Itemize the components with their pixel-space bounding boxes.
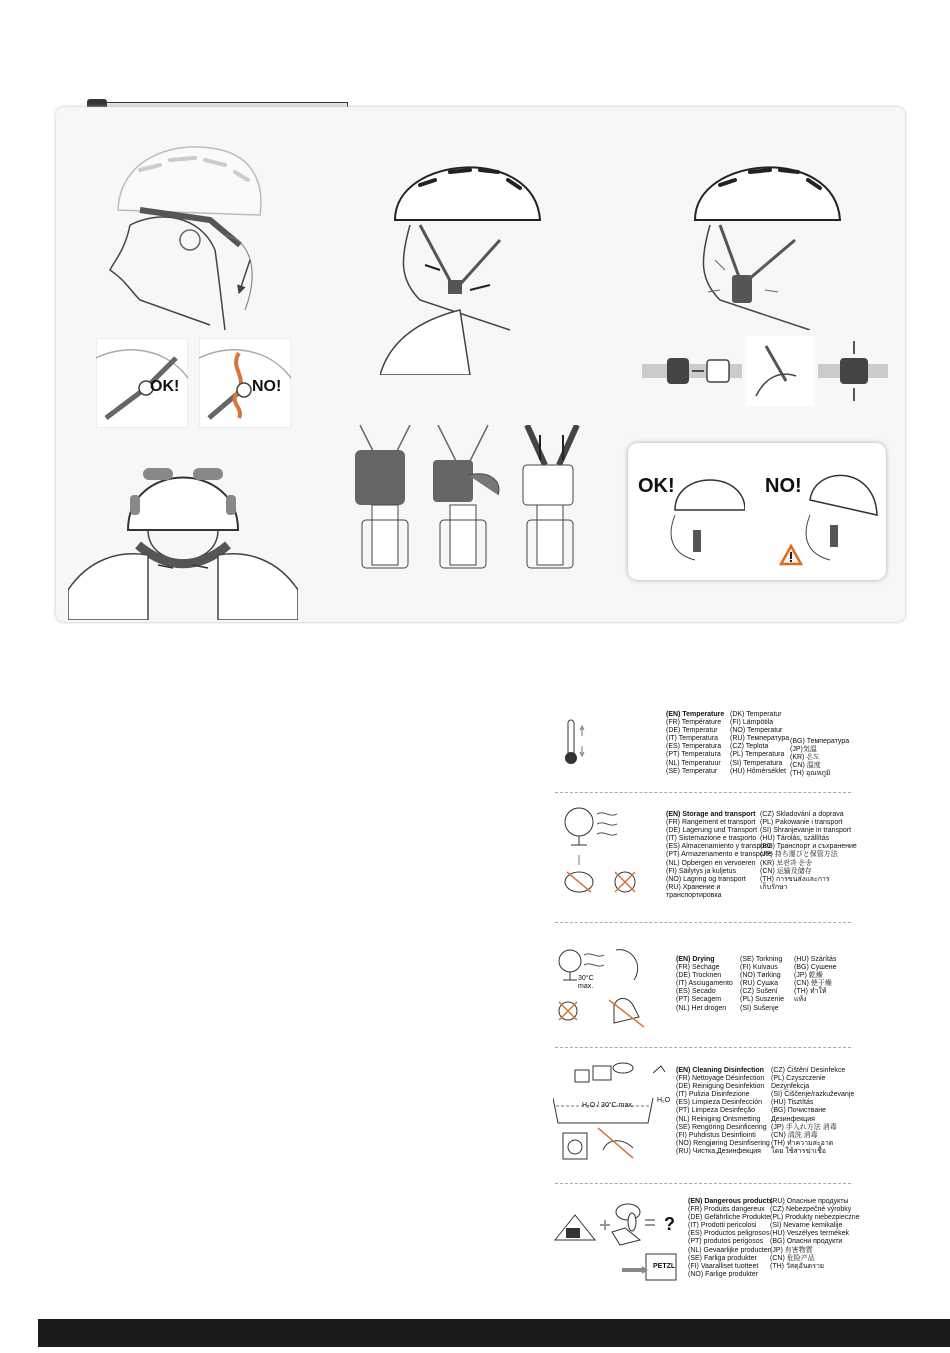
buckle-release-view: [746, 336, 814, 406]
drying-col-2: (SE) Torkning (FI) Kuivaus (NO) Tørking (RU) Сушка (CZ) Sušení (PL) Suszenie (SI) Sušenje: [740, 956, 784, 1012]
storage-col-2: (CZ) Skladování a doprava (PL) Pakowanie i transport (SI) Shranjevanje in transport (HU) Tárolás, szállítás (BG) Транспорт и съхранение (JP) 持ち運びと保管方法 (KR) 보관과 운송 (CN) 运输及储存 (TH) การขนส่งและการ เก็บรักษา: [760, 811, 857, 891]
section-divider: [555, 922, 851, 923]
petzl-box-label: PETZL: [653, 1263, 676, 1270]
buckle-open-view: [642, 336, 742, 406]
ok-position-label: OK!: [638, 475, 675, 497]
section-divider: [555, 1047, 851, 1048]
temperature-col-3: (BG) Температура (JP)気温 (KR) 온도 (CN) 温度 (TH) อุณหภูมิ: [790, 738, 850, 778]
temperature-col-2: (DK) Temperatur (FI) Lämpötila (NO) Temperatur (RU) Температура (CZ) Teplota (PL) Temperatura (SI) Temperatura (HU) Hőmérséklet: [730, 711, 790, 775]
slider-step-1: [350, 425, 420, 570]
dangerous-col-1: (EN) Dangerous products (FR) Produits dangereux (DE) Gefährliche Produkte (IT) Prodotti pericolosi (ES) Productos peligrosos (PT) produtos perigosos (NL) Gevaarlijke producten (SE) Farliga produkter (FI) Vaaralliset tuotteet (NO) Farlige produkter: [688, 1198, 773, 1278]
drying-col-3: (HU) Szárítás (BG) Сушене (JP) 乾燥 (CN) 使干燥 (TH) ทำให้ แห้ง: [794, 956, 837, 1004]
chin-strap-adjust-illustration: [380, 140, 555, 375]
ok-position-illustration: [655, 470, 745, 565]
ok-label: OK!: [150, 378, 180, 395]
rear-adjust-illustration: [68, 440, 298, 620]
slider-step-2: [428, 425, 508, 570]
no-label: NO!: [252, 378, 282, 395]
question-mark: ?: [664, 1214, 675, 1234]
temperature-col-1: (EN) Temperature (FR) Température (DE) Temperatur (IT) Temperatura (ES) Temperatura (PT) Temperatura (NL) Temperatuur (SE) Temperatur: [666, 711, 725, 775]
drying-temp-limit: 30°C max.: [578, 975, 594, 990]
no-position-label: NO!: [765, 475, 802, 497]
dangerous-col-2: (RU) Опасные продукты (CZ) Nebezpečné výrobky (PL) Produkty niebezpieczne (SI) Nevarne kemikalije (HU) Veszélyes termékek (BG) Опасни продукти (JP) 有害物質 (CN) 危险产品 (TH) วัสดุอันตราย: [770, 1198, 860, 1270]
section-divider: [555, 1183, 851, 1184]
storage-icons: [557, 800, 647, 910]
buckle-closed-view: [818, 336, 888, 406]
buckle-illustration: [680, 140, 855, 330]
footer-bar: [38, 1319, 950, 1347]
cleaning-h2o-label: H₂O: [657, 1097, 671, 1104]
storage-col-1: (EN) Storage and transport (FR) Rangement et transport (DE) Lagerung und Transport (IT) Sistemazione e trasporto (ES) Almacenamiento y transporte (PT) Armazenamento e transporte (NL) Opbergen en vervoeren (FI) Säilytys ja kuljetus (NO) Lagring og transport (RU) Хранение и транспортировка: [666, 811, 773, 899]
cleaning-water-label: H₂O / 30°C max.: [582, 1102, 634, 1109]
cleaning-col-1: (EN) Cleaning Disinfection (FR) Nettoyage Désinfection (DE) Reinigung Desinfektion (IT) Pulizia Disinfezione (ES) Limpieza Desinfección (PT) Limpeza Desinfeção (NL) Reiniging Ontsmetting (SE) Rengöring Desinficering (FI) Puhdistus Desinfiointi (NO) Rengjøring Desinfisering (RU) Чистка,Дезинфекция: [676, 1067, 770, 1155]
section-divider: [555, 792, 851, 793]
warning-icon: [779, 544, 803, 566]
drying-col-1: (EN) Drying (FR) Séchage (DE) Trocknen (IT) Asciugamento (ES) Secado (PT) Secagem (NL) Het drogen: [676, 956, 733, 1012]
helmet-adjust-illustration: [100, 140, 280, 330]
cleaning-col-2: (CZ) Čištění Desinfekce (PL) Czyszczenie Dezynfekcja (SI) Čiščenje/razkuževanje (HU) Tisztítás (BG) Почистване Дезинфекция (JP) 手入れ方法 消毒 (CN) 清洗 消毒 (TH) ทำความสะอาด โดย ใช้สารฆ่าเชื้อ: [771, 1067, 855, 1155]
thermometer-icon: [560, 718, 600, 768]
cleaning-icons: [553, 1058, 671, 1173]
slider-step-3: [515, 425, 595, 570]
dangerous-products-icons: [550, 1200, 680, 1285]
drying-icons: [554, 945, 664, 1035]
